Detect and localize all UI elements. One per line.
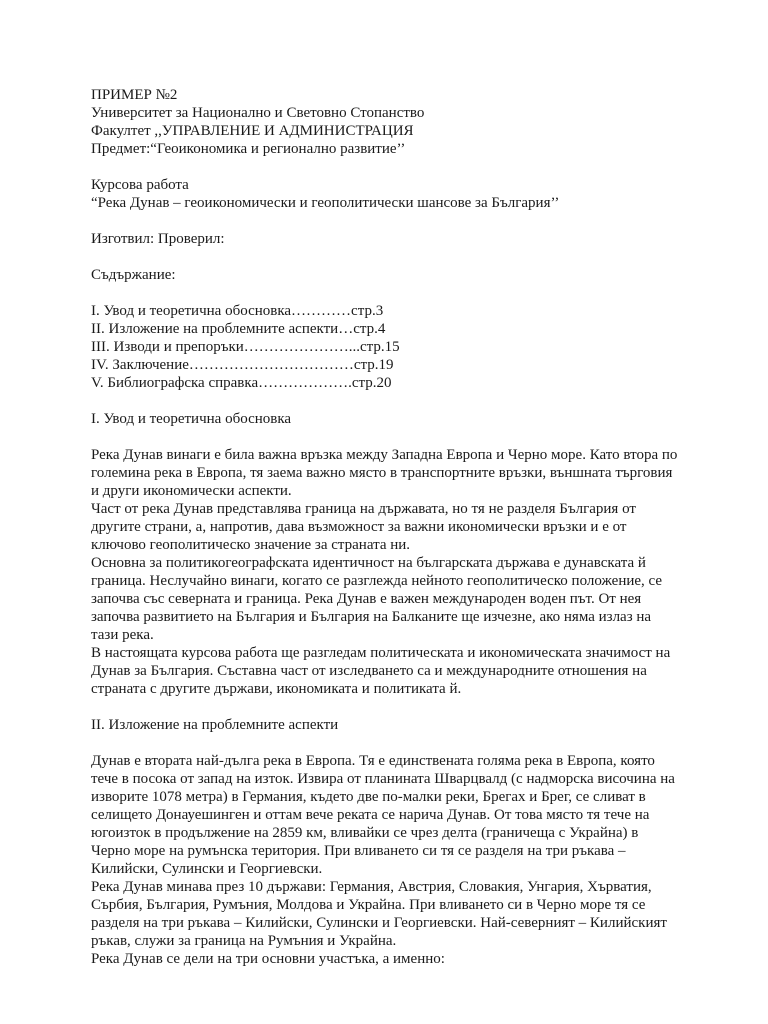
body-line: големина река в Европа, тя заема важно място в транспортните връзки, външната търговия <box>91 465 673 481</box>
example-label: ПРИМЕР №2 <box>91 87 178 103</box>
toc-item: IV. Заключение……………………………стр.19 <box>91 357 394 373</box>
spacer <box>91 698 691 716</box>
body-line: Река Дунав се дели на три основни участъка, а именно: <box>91 951 445 967</box>
body-line: граница. Неслучайно винаги, когато се разглежда нейното геополитическо положение, се <box>91 573 663 589</box>
body-line: страната с другите държави, икономиката и политиката й. <box>91 681 462 697</box>
spacer <box>91 248 691 266</box>
toc-heading: Съдържание: <box>91 267 176 283</box>
spacer <box>91 212 691 230</box>
body-line: Черно море на румънска територия. При вливането си тя се разделя на три ръкава – <box>91 843 626 859</box>
body-line: изворите 1078 метра) в Германия, където две по-малки реки, Брегах и Брег, се сливат в <box>91 789 646 805</box>
body-line: югоизток в продължение на 2859 км, вливайки се чрез делта (граничеща с Украйна) в <box>91 825 639 841</box>
body-line: Река Дунав минава през 10 държави: Германия, Австрия, Словакия, Унгария, Хърватия, <box>91 879 652 895</box>
work-type: Курсова работа <box>91 177 189 193</box>
section-heading: I. Увод и теоретична обосновка <box>91 411 292 427</box>
body-line: разделя на три ръкава – Килийски, Сулински и Георгиевски. Най-северният – Килийският <box>91 915 667 931</box>
toc-item: II. Изложение на проблемните аспекти…стр.4 <box>91 321 386 337</box>
body-line: Дунав е втората най-дълга река в Европа. Тя е единствената голяма река в Европа, която <box>91 753 655 769</box>
toc-item: V. Библиографска справка……………….стр.20 <box>91 375 392 391</box>
spacer <box>91 392 691 410</box>
document-page <box>91 86 691 968</box>
body-line: Река Дунав винаги е била важна връзка между Западна Европа и Черно море. Като втора по <box>91 447 678 463</box>
body-line: и други икономически аспекти. <box>91 483 292 499</box>
body-line: Основна за политикогеографската идентичност на българската държава е дунавската й <box>91 555 646 571</box>
body-line: тече в посока от запад на изток. Извира от планината Шварцвалд (с надморска височина на <box>91 771 675 787</box>
work-title: “Река Дунав – геоикономически и геополитически шансове за България’’ <box>91 195 560 211</box>
body-line: Част от река Дунав представлява граница на държавата, но тя не разделя България от <box>91 501 636 517</box>
toc-item: III. Изводи и препоръки…………………...стр.15 <box>91 339 400 355</box>
body-line: селището Донауешинген и оттам вече реката се нарича Дунав. От това място тя тече на <box>91 807 650 823</box>
section-heading: II. Изложение на проблемните аспекти <box>91 717 339 733</box>
body-line: тази река. <box>91 627 154 643</box>
faculty-name: Факултет ,,УПРАВЛЕНИЕ И АДМИНИСТРАЦИЯ <box>91 123 414 139</box>
body-line: ръкав, служи за граница на Румъния и Украйна. <box>91 933 397 949</box>
body-line: започва развитието на България и България на Балканите ще изчезне, ако няма излаз на <box>91 609 652 625</box>
university-name: Университет за Национално и Световно Стопанство <box>91 105 425 121</box>
spacer <box>91 284 691 302</box>
subject-line: Предмет:“Геоикономика и регионално развитие’’ <box>91 141 406 157</box>
body-line: започва със северната и граница. Река Дунав е важен международен воден път. От нея <box>91 591 642 607</box>
body-line: ключово геополитическо значение за страната ни. <box>91 537 411 553</box>
authors-line: Изготвил: Проверил: <box>91 231 225 247</box>
body-line: Дунав за България. Съставна част от изследването са и международните отношения на <box>91 663 647 679</box>
spacer <box>91 734 691 752</box>
toc-item: I. Увод и теоретична обосновка…………стр.3 <box>91 303 384 319</box>
body-line: В настоящата курсова работа ще разгледам политическата и икономическата значимост на <box>91 645 671 661</box>
body-line: Сърбия, България, Румъния, Молдова и Украйна. При вливането си в Черно море тя се <box>91 897 646 913</box>
spacer <box>91 428 691 446</box>
body-line: другите страни, а, напротив, дава възможност за важни икономически връзки и е от <box>91 519 627 535</box>
spacer <box>91 158 691 176</box>
body-line: Килийски, Сулински и Георгиевски. <box>91 861 323 877</box>
